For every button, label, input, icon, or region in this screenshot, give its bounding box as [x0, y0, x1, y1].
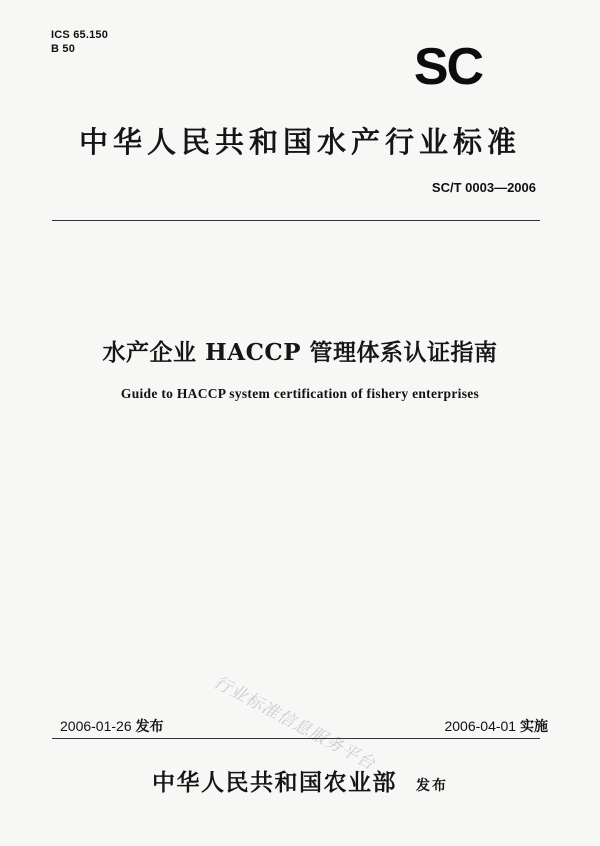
issuer-name: 中华人民共和国农业部: [151, 769, 397, 796]
implement-date: 2006-04-01: [444, 718, 517, 734]
watermark-text: 行业标准信息服务平台: [210, 672, 379, 775]
implement-date-line: [444, 716, 548, 736]
issue-date-line: [60, 716, 164, 736]
classification-code: B 50: [51, 43, 76, 55]
standard-category: 中华人民共和国水产行业标准: [78, 125, 521, 159]
title-chinese: 水产企业 HACCP 管理体系认证指南: [102, 339, 498, 366]
header-divider: [52, 220, 540, 221]
footer-divider: [52, 738, 540, 739]
issue-label: 发布: [135, 718, 164, 734]
title-english: Guide to HACCP system certification of fishery enterprises: [120, 386, 480, 401]
sc-logo-mark: [397, 43, 500, 89]
ics-code: ICS 65.150: [51, 29, 109, 41]
issuer-block: [0, 764, 600, 797]
standard-number: SC/T 0003—2006: [431, 180, 536, 195]
issuer-action: 发布: [416, 778, 449, 794]
implement-label: 实施: [520, 718, 548, 734]
issue-date: 2006-01-26: [60, 718, 132, 734]
sc-logo-text: SC: [413, 43, 483, 89]
sc-logo: [397, 43, 500, 89]
